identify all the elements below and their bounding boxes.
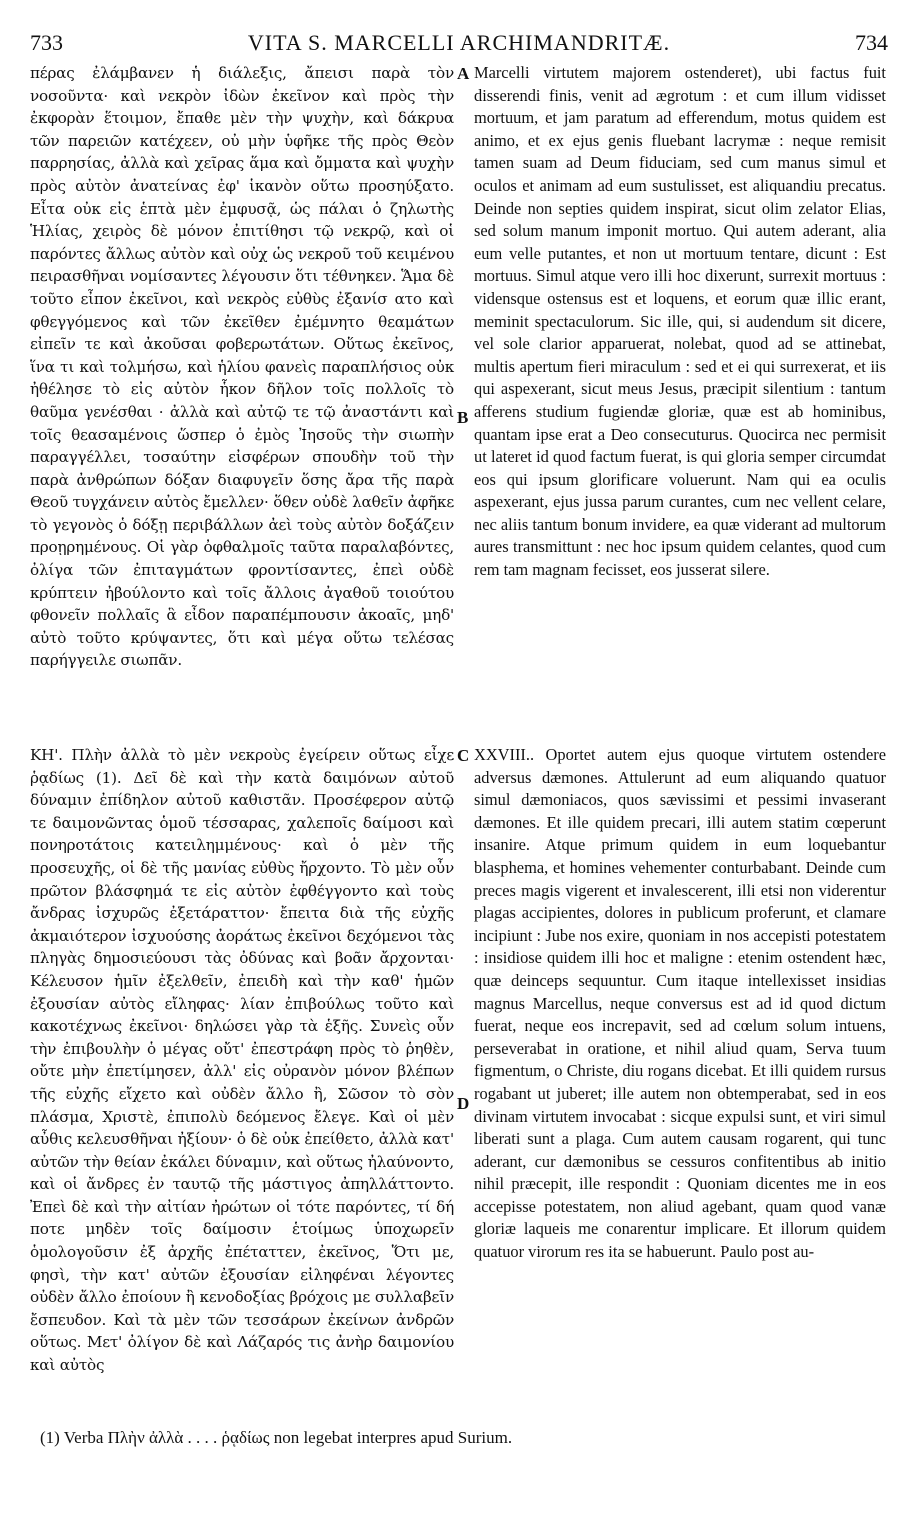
latin-column-section-2 xyxy=(474,744,886,1264)
margin-marker-d: D xyxy=(457,1094,470,1113)
page-number-left: 733 xyxy=(30,30,63,55)
latin-column-section-1 xyxy=(474,62,886,582)
running-title: VITA S. MARCELLI ARCHIMANDRITÆ. xyxy=(247,30,671,55)
margin-marker-a: A xyxy=(457,64,470,83)
greek-column-section-2 xyxy=(30,744,454,1377)
margin-marker-c: C xyxy=(457,746,470,765)
greek-paragraph: ΚΗ'. Πλὴν ἀλλὰ τὸ μὲν νεκροὺς ἐγείρειν οὕτως εἶχε ῥᾳδίως (1). Δεῖ δὲ καὶ τὴν κατὰ δαιμόνων αὐτοῦ δύναμιν ἐπίδηλον αὐτοῦ καθιστᾶν. Προσέφερον αὐτῷ τε δαιμονῶντας ὁμοῦ τέσσαρας, χαλεποῖς δαίμοσι καὶ πονηροτάτοις κατειλημμένους· καὶ ὁ μὲν τῆς προσευχῆς, οἱ δὲ τῆς μανίας εὐθὺς ἤρχοντο. Τὸ μὲν οὖν πρῶτον βλάσφημά τε εἰς αὐτὸν ἐφθέγγοντο καὶ τοὺς ἄνδρας ἰσχυρῶς ἐξετάραττον· ἔπειτα διὰ τῆς εὐχῆς ἀκμαιότερον ἰσχυούσης ἀοράτως ἐκεῖνοι δεχόμενοι τὰς πληγὰς δημοσιεύουσι τὰς ὀδύνας καὶ βοᾶν ἄρχονται· Κέλευσον ἡμῖν ἐξελθεῖν, ἐπειδὴ καὶ τὴν καθ' ἡμῶν ἐξουσίαν αὐτὸς εἴληφας· λίαν ἐπιβούλως τοῦτο καὶ κακοτέχνως ἐκεῖνοι· δηλώσει γὰρ τὰ ἑξῆς. Συνεὶς οὖν τὴν ἐπιβουλὴν ὁ μέγας οὔτ' ἐπεστράφη πρὸς τὸ ῥηθὲν, οὔτε μὴν ἐπετίμησεν, ἀλλ' εἰς οὐρανὸν μόνον βλέπων τῆς εὐχῆς εἴχετο καὶ οὐδὲν ἄλλο ἢ, Σῶσον τὸ σὸν πλάσμα, Χριστὲ, ἐπιπολὺ δεόμενος ἔλεγε. Καὶ οἱ μὲν αὖθις κελευσθῆναι ἠξίουν· ὁ δὲ οὐκ ἐπείθετο, ἀλλὰ κατ' αὐτῶν τὴν θείαν ἐκάλει δύναμιν, καὶ οὕτως ἠλαύνοντο, καὶ οἱ ἄνδρες ἐν ταυτῷ τῆς μάστιγος ἀπηλλάττοντο. Ἐπεὶ δὲ καὶ τὴν αἰτίαν ἠρώτων οἱ τότε παρόντες, τί δή ποτε μηδὲν τοῖς δαίμοσιν ἑτοίμως ὑποχωρεῖν ὁμολογοῦσιν ἐξ ἀρχῆς ἐπέταττεν, ἐκεῖνος, Ὅτι με, φησὶ, τὴν κατ' αὐτῶν ἐξουσίαν εἰληφέναι λέγοντες οὐδὲν ἄλλο ἐποίουν ἢ κενοδοξίας βρόχοις με συλλαβεῖν ἔσπευδον. Καὶ τὰ μὲν τῶν τεσσάρων ἐκείνων ἀνδρῶν οὕτως. Μετ' ὀλίγον δὲ καὶ Λάζαρός τις ἀνὴρ δαιμονίου καὶ αὐτὸς xyxy=(30,746,454,1375)
running-header xyxy=(30,30,888,60)
margin-marker-b: B xyxy=(457,408,469,427)
greek-paragraph: πέρας ἐλάμβανεν ἡ διάλεξις, ἄπεισι παρὰ τὸν νοσοῦντα· καὶ νεκρὸν ἰδὼν ἐκεῖνον καὶ πρὸς τὴν ἐκφορὰν ἕτοιμον, ἔπαθε μὲν τὴν ψυχὴν, καὶ δάκρυα τῶν παρειῶν κατέχεεν, οὐ μὴν ὑφῆκε τῆς πρὸς Θεὸν παρρησίας, ἀλλὰ καὶ χεῖρας ἅμα καὶ ὄμματα καὶ ψυχὴν πρὸς αὐτὸν ἀνατείνας ἐφ' ἱκανὸν οὕτω προσηύξατο. Εἶτα οὐκ εἰς ἑπτὰ μὲν ἐμφυσᾷ, ὡς πάλαι ὁ ζηλωτὴς Ἡλίας, χειρὸς δὲ μόνον ἐπιτίθησι τῷ νεκρῷ, καὶ οἱ παρόντες ἄλλως αὐτὸν καὶ οὐχ ὡς νεκροῦ τοῦ κειμένου πειρασθῆναι νομίσαντες λέγουσιν ὅτι τέθνηκεν. Ἅμα δὲ τοῦτο εἶπον ἐκεῖνοι, καὶ νεκρὸς εὐθὺς ἐξανίσ ατο καὶ φθεγγόμενος καὶ τῶν ἐκεῖθεν ἐμέμνητο θεαμάτων εἰπεῖν τε καὶ ἀκοῦσαι φοβερωτάτων. Οὕτως ἐκεῖνος, ἵνα τι καὶ τολμήσω, καὶ ἡλίου φανεὶς παραπλήσιος οὐκ ἠθέλησε τὸ εἰς αὐτὸν ἧκον δῆλον τοῖς πολλοῖς τὸ θαῦμα γενέσθαι · ἀλλὰ καὶ αὐτῷ τε τῷ ἀναστάντι καὶ τοῖς θεασαμένοις ὥσπερ ὁ ἐμὸς Ἰησοῦς τὴν σιωπὴν παραγγέλλει, τοσαύτην εἰσφέρων σπουδὴν τοῦ τὴν παρὰ ἀνθρώπων δόξαν διαφυγεῖν ὅσης ἄρα τῆς παρὰ Θεοῦ τυγχάνειν αὐτὸς ἔμελλεν· ὅθεν οὐδὲ λαθεῖν ἀφῆκε τὸ γεγονὸς ὁ δόξῃ περιβάλλων ἀεὶ τοὺς αὐτὸν δοξάζειν προῃρημένους. Οἱ γὰρ ὀφθαλμοῖς ταῦτα παραλαβόντες, ὀλίγα τῶν ἐπιταγμάτων φροντίσαντες, ἐπεὶ οὐδὲ κρύπτειν ἠβούλοντο καὶ τοῖς ἄλλοις ἀγαθοῦ τοιούτου φθονεῖν πολλαῖς ἃ εἶδον παραπέμπουσιν ἀκοαῖς, μηδ' αὐτὸ τοῦτο κρύψαντες, ὅτι καὶ μέγα οὕτω τελέσας παρήγγειλε σιωπᾶν. xyxy=(30,64,454,670)
page-number-right: 734 xyxy=(855,30,888,55)
greek-column-section-1 xyxy=(30,62,454,672)
latin-paragraph: XXVIII.. Oportet autem ejus quoque virtutem ostendere adversus dæmones. Attulerunt ad eum aliquando quatuor simul dæmoniacos, quos sævissimi et pessimi invaserant dæmones. Et ille quidem precari, illi autem statim cœperunt insanire. Atque primum quidem in eum loquebantur blasphema, et homines vehementer conturbabant. Deinde cum preces magis vigerent et invalescerent, illi etsi non viderentur plagas accipientes, dolores in publicum proferunt, et clamare incipiunt : Jube nos exire, quoniam in nos accepisti potestatem : insidiose quidem illi hoc et maligne : etenim ostendent hæc, quæ deinceps sequuntur. Cum itaque intellexisset insidias magnus Marcellus, neque conversus est ad id quod dictum fuerat, neque eos increpavit, sed ad cœlum solum intuens, perseverabat in oratione, et nihil aliud quam, Serva tuum figmentum, o Christe, diu rogans dicebat. Et illi quidem rursus rogabant ut juberet; ille autem non obtemperabat, sed in eos divinam virtutem invocabat : sicque expulsi sunt, et viri simul liberati sunt a plaga. Cum autem causam rogarent, qui tunc aderant, cur dæmonibus se cessuros confitentibus ab initio nihil præcepit, ille respondit : Quoniam dicentes me in eos accepisse potestatem, non aliud agebant, quam quod vanæ gloriæ laqueis me conarentur implicare. Et illorum quidem quatuor virorum res ita se habuerunt. Paulo post au- xyxy=(474,745,886,1262)
latin-paragraph: Marcelli virtutem majorem ostenderet), ubi factus fuit disserendi finis, venit ad ægrotum : et cum illum vidisset mortuum, et jam paratum ad efferendum, motus quidem est animo, et ex ejus genis fluebant lacrymæ : neque remisit tamen suam ad Deum fiduciam, sed cum manus simul et oculos et animam ad eum sustulisset, est aliquandiu precatus. Deinde non septies quidem inspirat, sicut olim zelator Elias, sed solum manum imponit mortuo. Qui autem aderant, alia eum velle putantes, et non ut mortuum tentare, dicunt : Est mortuus. Simul atque vero illi hoc dixerunt, surrexit mortuus : vidensque ostensus est et loquens, et eorum quæ illic erant, meminit spectaculorum. Sic ille, qui, si audendum sit dicere, vel sole clarior apparuerat, nolebat, quod ad se attinebat, multis apertum fieri miraculum : sed et ei qui surrexerat, et iis qui aspexerant, sicut meus Jesus, præcipit silentium : tantum afferens studium fugiendæ gloriæ, quæ est ab hominibus, quantam ipse erat a Deo consecuturus. Quocirca nec permisit ut lateret id quod factum fuerat, is qui gloria semper circumdat eos qui ipsum glorificare voluerunt. Nam qui ea oculis aspexerant, ejus jussa parum curantes, cum nec vellent celare, nec aliis tantum bonum invidere, ea quæ viderant ad multorum aures transmittunt : nec hoc ipsum quidem celantes, quod cum rem tam magnam fecisset, eos jusserat silere. xyxy=(474,63,886,580)
footnote: (1) Verba Πλὴν ἀλλὰ . . . . ῥᾳδίως non legebat interpres apud Surium. xyxy=(40,1428,513,1447)
